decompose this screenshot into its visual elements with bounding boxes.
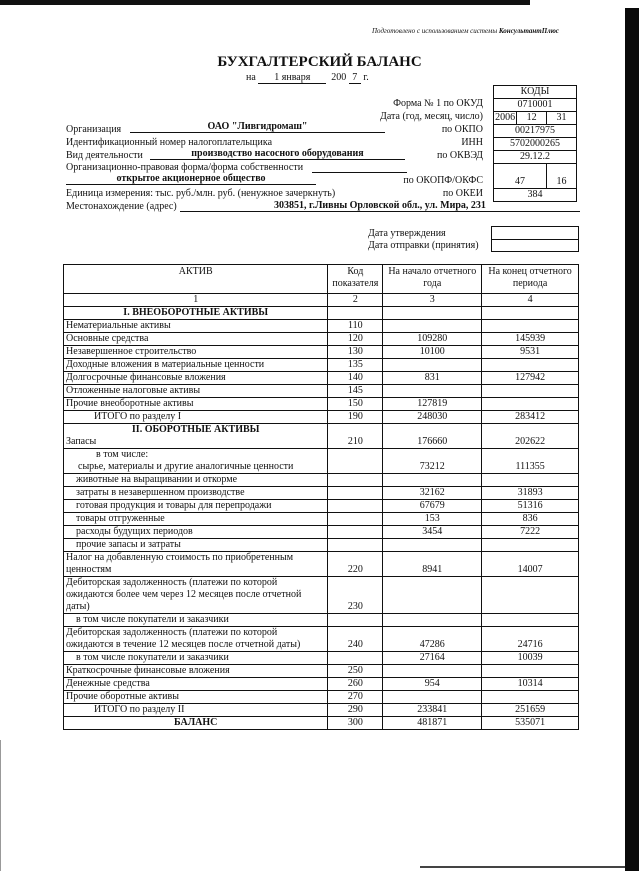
row-end: 9531 bbox=[482, 346, 579, 359]
row-code: 135 bbox=[328, 359, 383, 372]
section-row bbox=[64, 424, 579, 449]
table-row bbox=[64, 614, 579, 627]
row-end: 7222 bbox=[482, 526, 579, 539]
row-start: 831 bbox=[383, 372, 482, 385]
row-name: Основные средства bbox=[64, 333, 328, 346]
row-name: БАЛАНС bbox=[64, 717, 328, 730]
table-row bbox=[64, 372, 579, 385]
section-title: I. ВНЕОБОРОТНЫЕ АКТИВЫ bbox=[64, 307, 328, 320]
row-start: 176660 bbox=[383, 424, 482, 449]
table-row bbox=[64, 577, 579, 614]
row-name: готовая продукция и товары для перепродажи bbox=[64, 500, 328, 513]
row-name: Запасы bbox=[66, 436, 97, 447]
row-start: 3454 bbox=[383, 526, 482, 539]
row-start: 248030 bbox=[383, 411, 482, 424]
row-start: 127819 bbox=[383, 398, 482, 411]
codes-header: КОДЫ bbox=[494, 86, 577, 99]
table-row bbox=[64, 665, 579, 678]
date-code-label: Дата (год, месяц, число) bbox=[380, 111, 483, 122]
row-name: Отложенные налоговые активы bbox=[64, 385, 328, 398]
row-start: 10100 bbox=[383, 346, 482, 359]
row-name: Незавершенное строительство bbox=[64, 346, 328, 359]
row-end bbox=[482, 577, 579, 614]
row-code: 150 bbox=[328, 398, 383, 411]
row-end bbox=[482, 398, 579, 411]
row-end bbox=[482, 665, 579, 678]
row-end: 283412 bbox=[482, 411, 579, 424]
codes-box bbox=[493, 85, 577, 202]
row-start bbox=[383, 539, 482, 552]
org-value: ОАО "Ливгидромаш" bbox=[130, 121, 385, 133]
date-day: 31 bbox=[547, 112, 577, 125]
address-value: 303851, г.Ливны Орловской обл., ул. Мира, 231 bbox=[180, 200, 580, 212]
col-header-start: На начало отчетного года bbox=[383, 265, 482, 294]
row-name: Дебиторская задолженность (платежи по которой ожидаются более чем через 12 месяцев после отчетной даты) bbox=[64, 577, 328, 614]
section-title: II. ОБОРОТНЫЕ АКТИВЫ bbox=[131, 424, 260, 435]
row-name: Нематериальные активы bbox=[64, 320, 328, 333]
inn-code-label: ИНН bbox=[461, 137, 483, 148]
table-row bbox=[64, 526, 579, 539]
subtotal-row bbox=[64, 704, 579, 717]
scan-border-left bbox=[0, 740, 1, 871]
table-row bbox=[64, 333, 579, 346]
row-code: 260 bbox=[328, 678, 383, 691]
row-name: сырье, материалы и другие аналогичные ценности bbox=[78, 461, 294, 472]
row-code bbox=[328, 614, 383, 627]
row-end bbox=[482, 474, 579, 487]
row-code bbox=[328, 449, 383, 474]
okpo-value: 00217975 bbox=[494, 125, 577, 138]
row-code bbox=[328, 500, 383, 513]
row-name: прочие запасы и затраты bbox=[64, 539, 328, 552]
prepared-note bbox=[372, 27, 559, 35]
row-code: 120 bbox=[328, 333, 383, 346]
legal-form-label: Организационно-правовая форма/форма собственности bbox=[66, 162, 304, 173]
okud-value: 0710001 bbox=[494, 99, 577, 112]
row-end bbox=[482, 385, 579, 398]
row-code bbox=[328, 539, 383, 552]
row-name: Денежные средства bbox=[64, 678, 328, 691]
scan-border-top bbox=[0, 0, 530, 5]
row-name: затраты в незавершенном производстве bbox=[64, 487, 328, 500]
row-start: 67679 bbox=[383, 500, 482, 513]
okpo-label: по ОКПО bbox=[441, 124, 483, 135]
row-name: в том числе покупатели и заказчики bbox=[64, 652, 328, 665]
row-code: 220 bbox=[328, 552, 383, 577]
okud-label: Форма № 1 по ОКУД bbox=[393, 98, 483, 109]
table-row bbox=[64, 385, 579, 398]
activity-label: Вид деятельности bbox=[66, 150, 143, 161]
row-start: 8941 bbox=[383, 552, 482, 577]
legal-form-underline bbox=[312, 172, 407, 173]
section-cell bbox=[64, 424, 328, 449]
row-start bbox=[383, 474, 482, 487]
row-end: 111355 bbox=[482, 449, 579, 474]
year-suffix: 7 bbox=[349, 72, 361, 84]
prepared-note-brand: КонсультантПлюс bbox=[498, 27, 559, 35]
row-start: 954 bbox=[383, 678, 482, 691]
row-name: животные на выращивании и откорме bbox=[64, 474, 328, 487]
okved-label: по ОКВЭД bbox=[437, 150, 483, 161]
table-row bbox=[64, 474, 579, 487]
row-name: ИТОГО по разделу I bbox=[64, 411, 328, 424]
table-row bbox=[64, 678, 579, 691]
col-number: 2 bbox=[328, 294, 383, 307]
report-date-line bbox=[246, 72, 369, 84]
row-end bbox=[482, 691, 579, 704]
row-start bbox=[383, 385, 482, 398]
row-start: 481871 bbox=[383, 717, 482, 730]
date-month: 12 bbox=[517, 112, 547, 125]
row-code bbox=[328, 526, 383, 539]
row-name: расходы будущих периодов bbox=[64, 526, 328, 539]
approval-date-field bbox=[492, 227, 578, 240]
row-end: 51316 bbox=[482, 500, 579, 513]
table-row bbox=[64, 359, 579, 372]
row-start bbox=[383, 691, 482, 704]
section-header-row bbox=[64, 307, 579, 320]
report-date: 1 января bbox=[258, 72, 326, 84]
row-end: 836 bbox=[482, 513, 579, 526]
table-row bbox=[64, 449, 579, 474]
col-header-code: Код показателя bbox=[328, 265, 383, 294]
row-start: 233841 bbox=[383, 704, 482, 717]
okopf-label: по ОКОПФ/ОКФС bbox=[403, 175, 483, 186]
okved-value: 29.12.2 bbox=[494, 151, 577, 164]
prepared-note-text: Подготовлено с использованием системы bbox=[372, 27, 498, 35]
table-row bbox=[64, 652, 579, 665]
col-number-row bbox=[64, 294, 579, 307]
table-header-row bbox=[64, 265, 579, 294]
row-name: Доходные вложения в материальные ценности bbox=[64, 359, 328, 372]
row-code: 290 bbox=[328, 704, 383, 717]
okfs-value: 16 bbox=[547, 164, 577, 189]
row-name: в том числе покупатели и заказчики bbox=[64, 614, 328, 627]
page-title: БУХГАЛТЕРСКИЙ БАЛАНС bbox=[217, 54, 422, 70]
row-code: 230 bbox=[328, 577, 383, 614]
balance-table bbox=[63, 264, 579, 730]
scan-border-right bbox=[625, 8, 639, 871]
table-row bbox=[64, 346, 579, 359]
table-row bbox=[64, 487, 579, 500]
row-code bbox=[328, 474, 383, 487]
row-code: 145 bbox=[328, 385, 383, 398]
row-code: 140 bbox=[328, 372, 383, 385]
row-code: 210 bbox=[328, 424, 383, 449]
row-code: 300 bbox=[328, 717, 383, 730]
row-code bbox=[328, 487, 383, 500]
unit-label: Единица измерения: тыс. руб./млн. руб. (ненужное зачеркнуть) bbox=[66, 188, 336, 199]
row-name: Дебиторская задолженность (платежи по которой ожидаются в течение 12 месяцев после отчетной даты) bbox=[64, 627, 328, 652]
row-end: 24716 bbox=[482, 627, 579, 652]
row-start: 32162 bbox=[383, 487, 482, 500]
row-code: 250 bbox=[328, 665, 383, 678]
table-row bbox=[64, 627, 579, 652]
row-start bbox=[383, 359, 482, 372]
row-end bbox=[482, 539, 579, 552]
approval-date-label: Дата утверждения bbox=[368, 228, 446, 239]
row-start bbox=[383, 577, 482, 614]
table-row bbox=[64, 320, 579, 333]
activity-value: производство насосного оборудования bbox=[150, 148, 405, 160]
sent-date-label: Дата отправки (принятия) bbox=[368, 240, 479, 251]
row-end: 251659 bbox=[482, 704, 579, 717]
org-label: Организация bbox=[66, 124, 122, 135]
table-row bbox=[64, 398, 579, 411]
row-end: 127942 bbox=[482, 372, 579, 385]
inn-value: 5702000265 bbox=[494, 138, 577, 151]
row-code: 130 bbox=[328, 346, 383, 359]
row-code bbox=[328, 513, 383, 526]
row-name: Налог на добавленную стоимость по приобретенным ценностям bbox=[64, 552, 328, 577]
row-start bbox=[383, 320, 482, 333]
row-code: 190 bbox=[328, 411, 383, 424]
row-end: 10314 bbox=[482, 678, 579, 691]
row-name: товары отгруженные bbox=[64, 513, 328, 526]
legal-form-value: открытое акционерное общество bbox=[66, 173, 316, 185]
on-label: на bbox=[246, 72, 256, 83]
subtotal-row bbox=[64, 411, 579, 424]
table-row bbox=[64, 552, 579, 577]
row-start: 27164 bbox=[383, 652, 482, 665]
row-start: 73212 bbox=[383, 449, 482, 474]
row-end: 31893 bbox=[482, 487, 579, 500]
table-row bbox=[64, 500, 579, 513]
okei-label: по ОКЕИ bbox=[442, 188, 483, 199]
row-end bbox=[482, 320, 579, 333]
row-end: 10039 bbox=[482, 652, 579, 665]
col-header-end: На конец отчетного периода bbox=[482, 265, 579, 294]
row-name: ИТОГО по разделу II bbox=[64, 704, 328, 717]
row-name: в том числе: bbox=[96, 449, 149, 460]
col-number: 4 bbox=[482, 294, 579, 307]
address-label: Местонахождение (адрес) bbox=[66, 201, 177, 212]
row-code: 240 bbox=[328, 627, 383, 652]
table-row bbox=[64, 539, 579, 552]
row-start: 109280 bbox=[383, 333, 482, 346]
row-start: 153 bbox=[383, 513, 482, 526]
row-start: 47286 bbox=[383, 627, 482, 652]
table-row bbox=[64, 691, 579, 704]
col-number: 3 bbox=[383, 294, 482, 307]
year-unit: г. bbox=[363, 72, 369, 83]
okei-value: 384 bbox=[494, 189, 577, 202]
row-code bbox=[328, 652, 383, 665]
col-header-asset: АКТИВ bbox=[64, 265, 328, 294]
row-start bbox=[383, 614, 482, 627]
balance-total-row bbox=[64, 717, 579, 730]
row-name: Прочие внеоборотные активы bbox=[64, 398, 328, 411]
row-end bbox=[482, 614, 579, 627]
row-name: Долгосрочные финансовые вложения bbox=[64, 372, 328, 385]
row-start bbox=[383, 665, 482, 678]
row-end bbox=[482, 359, 579, 372]
okopf-value: 47 bbox=[494, 164, 547, 189]
table-row bbox=[64, 513, 579, 526]
scan-border-bottom bbox=[420, 866, 625, 868]
row-end: 145939 bbox=[482, 333, 579, 346]
dates-box bbox=[491, 226, 579, 252]
year-prefix: 200 bbox=[331, 72, 347, 83]
row-end: 14007 bbox=[482, 552, 579, 577]
col-number: 1 bbox=[64, 294, 328, 307]
inn-label: Идентификационный номер налогоплательщика bbox=[66, 137, 273, 148]
row-name-cell bbox=[64, 449, 328, 474]
date-year: 2006 bbox=[495, 112, 516, 123]
row-name: Краткосрочные финансовые вложения bbox=[64, 665, 328, 678]
row-name: Прочие оборотные активы bbox=[64, 691, 328, 704]
row-end: 202622 bbox=[482, 424, 579, 449]
row-code: 270 bbox=[328, 691, 383, 704]
row-code: 110 bbox=[328, 320, 383, 333]
row-end: 535071 bbox=[482, 717, 579, 730]
